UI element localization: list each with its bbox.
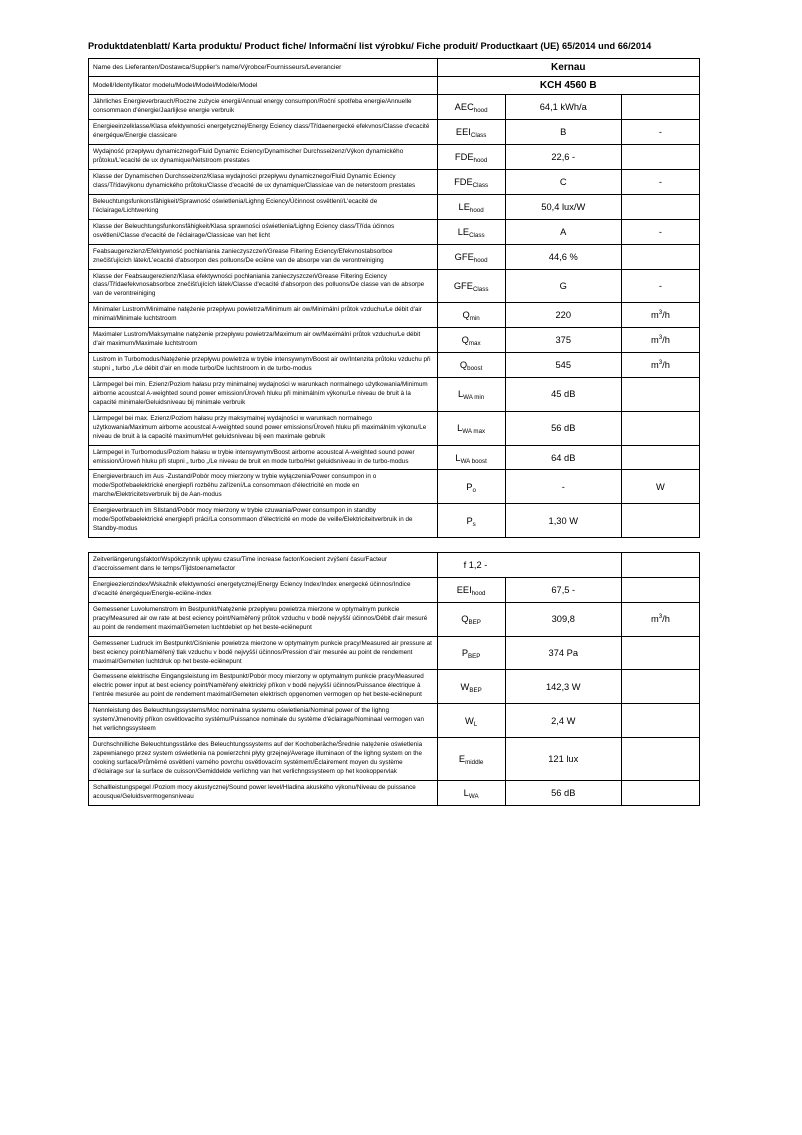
row-value: 56 dB bbox=[505, 411, 621, 445]
row-value: G bbox=[505, 269, 621, 303]
table-row bbox=[89, 219, 700, 244]
row-value: 545 bbox=[505, 353, 621, 378]
row-symbol: $L_{WA max}$ bbox=[437, 411, 505, 445]
row-symbol: $L_{WA min}$ bbox=[437, 377, 505, 411]
row-value: 64 dB bbox=[505, 445, 621, 470]
row-symbol: $EEI_{Class}$ bbox=[437, 120, 505, 145]
row-value: - bbox=[505, 470, 621, 504]
row-value: A bbox=[505, 219, 621, 244]
row-symbol: $LE_{Class}$ bbox=[437, 219, 505, 244]
row-symbol-value: f 1,2 - bbox=[437, 553, 621, 578]
row-value: 56 dB bbox=[505, 780, 621, 805]
row-description: Klasse der Beleuchtungsfunkonsfähigkeit/Klasa sprawności oświetlenia/Lighng Eciency class/Třída účinnos osvětlení/Classe d'ecacité de l'éclairage/Classicae van het licht bbox=[89, 219, 438, 244]
table-row bbox=[89, 77, 700, 95]
row-unit bbox=[621, 704, 699, 738]
table-row bbox=[89, 553, 700, 578]
row-description: Energieeinzelklasse/Klasa efektywności energetycznej/Energy Eciency class/Třídaenergecké efekvnos/Classe d'ecacité énergéque/Energie classicare bbox=[89, 120, 438, 145]
row-symbol: $Q_{min}$ bbox=[437, 303, 505, 328]
table-row bbox=[89, 95, 700, 120]
row-unit bbox=[621, 244, 699, 269]
row-unit: - bbox=[621, 269, 699, 303]
row-unit bbox=[621, 377, 699, 411]
row-unit: W bbox=[621, 470, 699, 504]
row-description: Nennleistung des Beleuchtungssystems/Moc nominalna systemu oświetlenia/Nominal power of the lighng system/Jmenovitý příkon osvětlovacího systému/Puissance nominale du système d'éclairage/Nominaal vermogen van het verlichngssysteem bbox=[89, 704, 438, 738]
row-unit bbox=[621, 577, 699, 602]
row-unit bbox=[621, 145, 699, 170]
row-symbol: $P_{BEP}$ bbox=[437, 636, 505, 670]
row-value: 374 Pa bbox=[505, 636, 621, 670]
row-unit bbox=[621, 553, 699, 578]
row-unit bbox=[621, 445, 699, 470]
supplier-name-label: Name des Lieferanten/Dostawca/Supplier's name/Výrobce/Fournisseurs/Leverancier bbox=[89, 59, 438, 77]
page-title: Produktdatenblatt/ Karta produktu/ Product fiche/ Informační list výrobku/ Fiche produit/ Productkaart (UE) 65/2014 und 66/2014 bbox=[88, 41, 652, 51]
row-description: Klasse der Dynamischen Durchsseizenz/Klasa wydajności przepływu dynamicznego/Fluid Dynamic Eciency class/Třídavýkonu dynamického průtoku/Classe d'ecacité de ux dynamique/Classicae van de neterstoom prestates bbox=[89, 170, 438, 195]
row-value: 375 bbox=[505, 328, 621, 353]
row-unit bbox=[621, 738, 699, 781]
table-row bbox=[89, 577, 700, 602]
row-symbol: $GFE_{Class}$ bbox=[437, 269, 505, 303]
row-value: 50,4 lux/W bbox=[505, 194, 621, 219]
table-row bbox=[89, 353, 700, 378]
row-value: 64,1 kWh/a bbox=[505, 95, 621, 120]
table-row bbox=[89, 120, 700, 145]
row-value: 44,6 % bbox=[505, 244, 621, 269]
table-row bbox=[89, 145, 700, 170]
row-value: B bbox=[505, 120, 621, 145]
row-value: 45 dB bbox=[505, 377, 621, 411]
row-unit bbox=[621, 780, 699, 805]
row-description: Beleuchtungsfunkonsfähigkeit/Sprawność oświetlenia/Lighng Eciency/Účinnost osvětlení/L'ecacité de l'éclairage/Lichtwerking bbox=[89, 194, 438, 219]
row-symbol: $FDE_{hood}$ bbox=[437, 145, 505, 170]
row-unit: $m^3/h$ bbox=[621, 353, 699, 378]
row-symbol: $FDE_{Class}$ bbox=[437, 170, 505, 195]
row-symbol: $W_L$ bbox=[437, 704, 505, 738]
row-unit: $m^3/h$ bbox=[621, 602, 699, 636]
row-description: Zeitverlängerungsfaktor/Współczynnik upływu czasu/Time increase factor/Koecient zvýšení času/Facteur d'accroissement dans le temps/Tijdstoenamefactor bbox=[89, 553, 438, 578]
table-row bbox=[89, 170, 700, 195]
row-unit: $m^3/h$ bbox=[621, 328, 699, 353]
row-symbol: $AEC_{hood}$ bbox=[437, 95, 505, 120]
row-description: Energieverbrauch im Aus -Zustand/Pobór mocy mierzony w trybie wyłączenia/Power consumpon in o mode/Spotřebaelektrické energiepři rozběhu zařízení/La consommaon d'électricité en mode en marche/Elektricitetsverbruik bij de Aan-modus bbox=[89, 470, 438, 504]
table-row bbox=[89, 194, 700, 219]
row-symbol: $L_{WA boost}$ bbox=[437, 445, 505, 470]
row-value: 1,30 W bbox=[505, 504, 621, 538]
row-value: 2,4 W bbox=[505, 704, 621, 738]
table-row bbox=[89, 411, 700, 445]
table-row bbox=[89, 470, 700, 504]
row-description: Schallleistungspegel /Poziom mocy akustycznej/Sound power level/Hladina akuského výkonu/Niveau de puissance acousque/Geluidsvermogensniveau bbox=[89, 780, 438, 805]
table-row bbox=[89, 738, 700, 781]
row-symbol: $Q_{max}$ bbox=[437, 328, 505, 353]
row-description: Gemessener Ludruck im Bestpunkt/Ciśnienie powietrza mierzone w optymalnym punkcie pracy/Measured air pressure at best eciency point/Naměřený tlak vzduchu v bodě nejvyšší účinnos/Pression d'air mesurée au point de rendement maximal/Gemeten luchtdruk op het beste-eciënepunt bbox=[89, 636, 438, 670]
row-description: Lustrom in Turbomodus/Natężenie przepływu powietrza w trybie intensywnym/Boost air ow/Intenzita průtoku vzduchu při stupni „ turbo „/Le débit d'air en mode turbo/De luchtstroom in de turbo-modus bbox=[89, 353, 438, 378]
row-unit: - bbox=[621, 120, 699, 145]
row-description: Gemessener Luvolumenstrom im Bestpunkt/Natężenie przepływu powietrza mierzone w optymalnym punkcie pracy/Measured air ow rate at best eciency point/Naměřený průtok vzduchu v bodě nejvyšší účinnos/Débit d'air mesuré au point de rendement maximal/Gemeten luchtdebiet op het beste-eciënepunt bbox=[89, 602, 438, 636]
row-value: 309,8 bbox=[505, 602, 621, 636]
row-symbol: $L_{WA}$ bbox=[437, 780, 505, 805]
row-value: 121 lux bbox=[505, 738, 621, 781]
row-description: Maximaler Lustrom/Maksymalne natężenie przepływu powietrza/Maximum air ow/Maximální průtok vzduchu/Le débit d'air maximum/Maximale luchtstroom bbox=[89, 328, 438, 353]
row-symbol: $E_{middle}$ bbox=[437, 738, 505, 781]
row-unit: - bbox=[621, 219, 699, 244]
row-unit bbox=[621, 636, 699, 670]
row-description: Klasse der Feabsaugerezienz/Klasa efektywności pochłaniania zanieczyszczeń/Grease Filtering Eciency class/Třídaefekvnosabsorbce znečišťujících látek/Classe d'ecacité d'absorpon des polluons/De classe van de absorpe van de verontreiniging bbox=[89, 269, 438, 303]
table-row bbox=[89, 328, 700, 353]
table-row bbox=[89, 602, 700, 636]
product-fiche-page bbox=[88, 40, 700, 806]
row-value: 142,3 W bbox=[505, 670, 621, 704]
model-value: KCH 4560 B bbox=[437, 77, 699, 95]
row-description: Lärmpegel in Turbomodus/Poziom hałasu w trybie intensywnym/Boost airborne acoustcal A-weighted sound power emission/Úroveň hluku při stupni „ turbo „/Le niveau de bruit en mode turbo/Het geluidsniveau in de turbo-modus bbox=[89, 445, 438, 470]
table-row bbox=[89, 670, 700, 704]
row-symbol: $GFE_{hood}$ bbox=[437, 244, 505, 269]
row-value: C bbox=[505, 170, 621, 195]
row-symbol: $Q_{BEP}$ bbox=[437, 602, 505, 636]
row-unit: - bbox=[621, 170, 699, 195]
row-description: Feabsaugerezienz/Efektywność pochłaniania zanieczyszczeń/Grease Filtering Eciency/Efekvnostabsorbce znečišťujících látek/L'ecacité d'absorpon des polluons/De eciëne van de absorpe van de verontreiniging bbox=[89, 244, 438, 269]
row-description: Jährliches Energieverbrauch/Roczne zużycie energii/Annual energy consumpon/Roční spotřeba energie/Annuelle consommaon d'énergie/Jaarlijkse energie verbruik bbox=[89, 95, 438, 120]
row-description: Wydajność przepływu dynamicznego/Fluid Dynamic Eciency/Dynamischer Durchsseizenz/Výkon dynamického průtoku/L'ecacité de ux dynamique/Netstroom prestates bbox=[89, 145, 438, 170]
row-value: 22,6 - bbox=[505, 145, 621, 170]
table-row bbox=[89, 59, 700, 77]
row-symbol: $P_s$ bbox=[437, 504, 505, 538]
row-value: 67,5 - bbox=[505, 577, 621, 602]
row-symbol: $W_{BEP}$ bbox=[437, 670, 505, 704]
table-row bbox=[89, 780, 700, 805]
row-description: Lärmpegel bei min. Ezienz/Poziom hałasu przy minimalnej wydajności w warunkach normalnego użytkowania/Minimum airborne acoustcal A-weighted sound power emission/Úroveň hluku při minimálním výkonu/Le niveau de bruit à la capacité minimale/Geluidsniveau bij minimale verbruik bbox=[89, 377, 438, 411]
row-description: Lärmpegel bei max. Ezienz/Poziom hałasu przy maksymalnej wydajności w warunkach normalnego użytkowania/Maximum airborne acoustcal A-weighted sound power emissions/Úroveň hluku při maximálním výkonu/Le niveau de bruit à la capacité maximum/Het geluidsniveau bij een maximale gebruik bbox=[89, 411, 438, 445]
row-unit: $m^3/h$ bbox=[621, 303, 699, 328]
row-description: Durchschnilliche Beleuchtungsstärke des Beleuchtungssystems auf der Kochoberäche/Średnie natężenie oświetlenia zapewnianego przez system oświetlenia na powierzchni płyty grzejnej/Average illuminaon of the lighng system on the cooking surface/Průměrné osvětlení varného povrchu osvětlovacím systémem/Éclairement moyen du système d'éclairage sur la surface de cuisson/Gemiddelde verlichng van het verlichngssysteem op het kookoppervlak bbox=[89, 738, 438, 781]
row-description: Energieezienzindex/Wskaźnik efektywności energetycznej/Energy Eciency Index/Index energecké účinnos/Indice d'ecacité énergéque/Energie-eciëne-index bbox=[89, 577, 438, 602]
table-row bbox=[89, 303, 700, 328]
row-symbol: $EEI_{hood}$ bbox=[437, 577, 505, 602]
row-description: Gemessene elektrische Eingangsleistung im Bestpunkt/Pobór mocy mierzony w optymalnym punkcie pracy/Measured electric power input at best eciency point/Naměřený elektrický příkon v bodě nejvyšší účinnos/Puissance électrique à l'entrée mesurée au point de rendement maximal/Gemeten elektrisch opgenomen vermogen op het beste-eciënepunt bbox=[89, 670, 438, 704]
row-symbol: $P_o$ bbox=[437, 470, 505, 504]
row-unit bbox=[621, 411, 699, 445]
table-row bbox=[89, 704, 700, 738]
supplier-name-value: Kernau bbox=[437, 59, 699, 77]
product-fiche-table bbox=[88, 58, 700, 805]
row-symbol: $Q_{boost}$ bbox=[437, 353, 505, 378]
table-row bbox=[89, 504, 700, 538]
table-spacer bbox=[89, 538, 700, 553]
table-row bbox=[89, 244, 700, 269]
row-value: 220 bbox=[505, 303, 621, 328]
table-row bbox=[89, 636, 700, 670]
row-unit bbox=[621, 670, 699, 704]
row-unit bbox=[621, 194, 699, 219]
table-row bbox=[89, 269, 700, 303]
table-row bbox=[89, 445, 700, 470]
row-unit bbox=[621, 95, 699, 120]
table-row bbox=[89, 377, 700, 411]
model-label: Modell/Identyfikator modelu/Model/Model/Modèle/Model bbox=[89, 77, 438, 95]
row-description: Energieverbrauch im SIlstand/Pobór mocy mierzony w trybie czuwania/Power consumpon in standby mode/Spotřebaelektrické energiepři práci/La consommaon d'électricité en mode de veille/Elektriciteitverbruik in de Standby-modus bbox=[89, 504, 438, 538]
row-unit bbox=[621, 504, 699, 538]
row-description: Minimaler Lustrom/Minimalne natężenie przepływu powietrza/Minimum air ow/Minimální průtok vzduchu/Le débit d'air minimal/Minimale luchtstroom bbox=[89, 303, 438, 328]
row-symbol: $LE_{hood}$ bbox=[437, 194, 505, 219]
